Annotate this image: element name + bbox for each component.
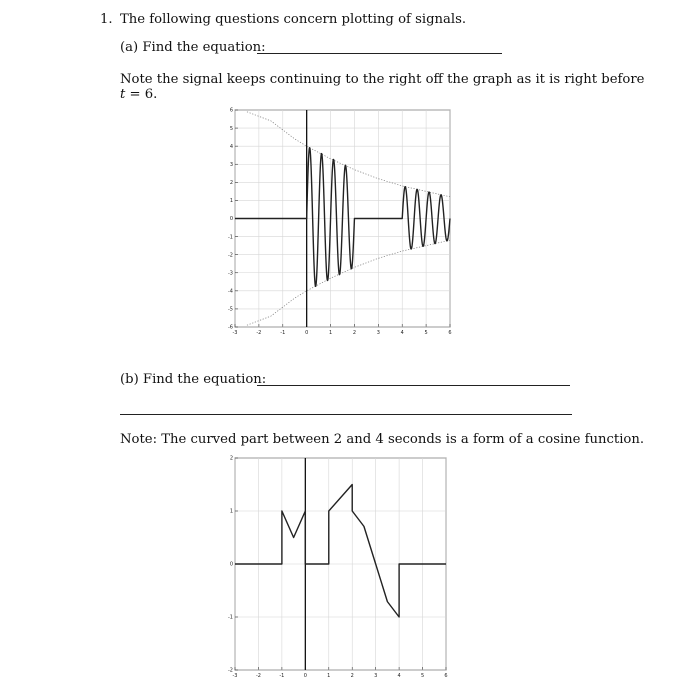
problem-intro: The following questions concern plotting of signals.	[120, 12, 467, 27]
y-tick-label: -2	[228, 667, 233, 674]
envelope-lower	[247, 240, 450, 325]
y-tick-label: -4	[228, 288, 233, 295]
x-tick-label: 3	[376, 330, 380, 336]
y-tick-label: -6	[228, 324, 233, 331]
note-variable: t	[120, 87, 126, 102]
x-tick-label: 0	[303, 673, 307, 679]
x-tick-label: -3	[232, 673, 238, 679]
envelope-upper	[247, 112, 450, 197]
x-tick-label: 6	[444, 673, 448, 679]
y-tick-label: 4	[229, 143, 233, 150]
y-tick-label: -2	[228, 252, 233, 259]
y-tick-label: -3	[228, 270, 233, 277]
x-tick-label: -2	[255, 673, 261, 679]
x-tick-label: 6	[448, 330, 452, 336]
x-tick-label: 5	[424, 330, 428, 336]
y-tick-label: 0	[229, 216, 233, 223]
graph-b	[228, 456, 448, 679]
signal-line	[235, 148, 450, 287]
x-tick-label: 4	[400, 330, 404, 336]
y-tick-label: -1	[228, 234, 233, 241]
x-tick-label: -1	[279, 673, 285, 679]
y-tick-label: 0	[229, 561, 233, 568]
x-tick-label: -1	[280, 330, 286, 336]
note-rest: = 6.	[125, 87, 158, 102]
y-tick-label: -5	[228, 306, 233, 313]
y-tick-label: 3	[229, 161, 233, 168]
x-tick-label: 2	[350, 673, 354, 679]
x-tick-label: 1	[328, 330, 333, 336]
x-tick-label: 0	[305, 330, 309, 336]
problem-number: 1.	[100, 12, 113, 27]
y-tick-label: 1	[229, 198, 233, 205]
y-tick-label: 6	[229, 107, 233, 114]
x-tick-label: 1	[327, 673, 331, 679]
y-tick-label: 1	[229, 508, 233, 515]
y-tick-label: 2	[229, 455, 233, 462]
x-tick-label: 5	[420, 673, 425, 679]
part-a-label: (a) Find the equation:	[120, 40, 266, 55]
x-tick-label: 3	[374, 673, 378, 679]
graph-a	[228, 108, 452, 336]
part-b-note: Note: The curved part between 2 and 4 seconds is a form of a cosine function.	[120, 432, 645, 447]
y-tick-label: 5	[229, 125, 233, 132]
x-tick-label: -2	[256, 330, 262, 336]
part-a-note-line1: Note the signal keeps continuing to the right off the graph as it is right before	[120, 72, 645, 87]
part-b-label: (b) Find the equation:	[120, 372, 267, 387]
x-tick-label: -3	[232, 330, 238, 336]
y-tick-label: 2	[229, 180, 233, 187]
y-tick-label: -1	[228, 614, 233, 621]
x-tick-label: 4	[397, 673, 401, 679]
signal-line	[235, 485, 446, 618]
x-tick-label: 2	[352, 330, 357, 336]
